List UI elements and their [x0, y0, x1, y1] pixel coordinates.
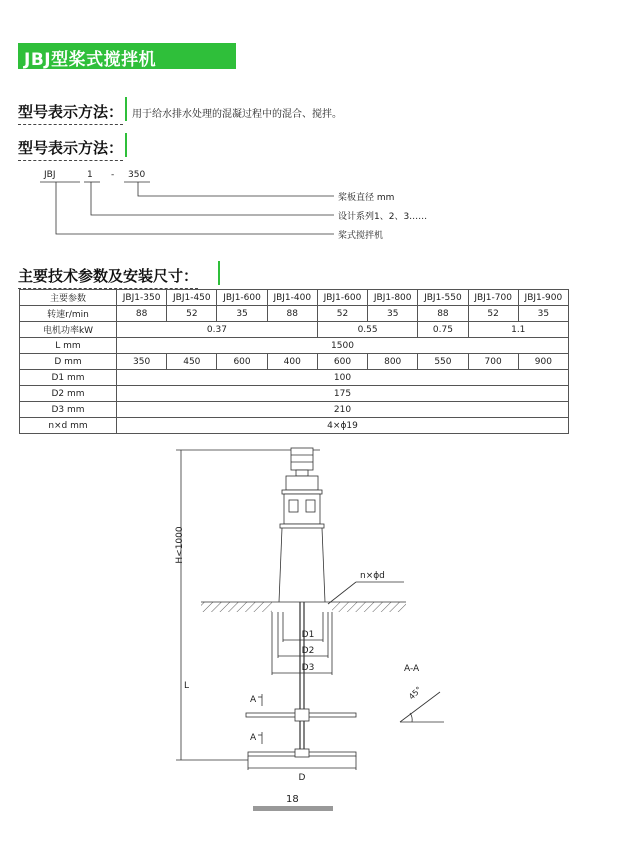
speed-cell: 52: [317, 306, 367, 322]
diameter-cell: 800: [368, 354, 418, 370]
power-cell: 0.75: [418, 322, 468, 338]
row-label: D2 mm: [20, 386, 117, 402]
section-mark-lower: A: [250, 733, 257, 743]
diameter-cell: 900: [518, 354, 568, 370]
row-label: 主要参数: [20, 290, 117, 306]
model-cell: JBJ1-450: [167, 290, 217, 306]
speed-cell: 52: [468, 306, 518, 322]
section-mark-upper: A: [250, 695, 257, 705]
row-label: 电机功率kW: [20, 322, 117, 338]
page-number-bar: [253, 806, 333, 811]
dim-label-D2: D2: [301, 646, 315, 656]
page-number: 18: [286, 794, 299, 805]
dim-label-D: D: [298, 773, 306, 783]
diameter-cell: 600: [317, 354, 367, 370]
diameter-cell: 350: [117, 354, 167, 370]
model-cell: JBJ1-900: [518, 290, 568, 306]
model-cell: JBJ1-600: [317, 290, 367, 306]
dim-label-D1: D1: [301, 630, 315, 640]
model-cell: JBJ1-700: [468, 290, 518, 306]
row-label: n×d mm: [20, 418, 117, 434]
section-title: A-A: [404, 664, 420, 674]
diameter-cell: 400: [267, 354, 317, 370]
row-label: 转速r/min: [20, 306, 117, 322]
model-cell: JBJ1-800: [368, 290, 418, 306]
speed-cell: 35: [518, 306, 568, 322]
value-cell: 210: [117, 402, 569, 418]
power-cell: 0.55: [317, 322, 417, 338]
section-heading-specs-text: 主要技术参数及安装尺寸：: [18, 267, 199, 285]
row-label: D mm: [20, 354, 117, 370]
section-heading-model-text: 型号表示方法：: [18, 139, 124, 157]
dim-label-D3: D3: [301, 663, 315, 673]
row-label: D3 mm: [20, 402, 117, 418]
row-label: L mm: [20, 338, 117, 354]
code-part-diameter: 350: [128, 170, 146, 180]
usage-description: 用于给水排水处理的混凝过程中的混合、搅拌。: [132, 109, 342, 120]
diameter-cell: 600: [217, 354, 267, 370]
power-cell: 1.1: [468, 322, 568, 338]
speed-cell: 52: [167, 306, 217, 322]
model-code-leaders: [40, 182, 334, 234]
speed-cell: 88: [117, 306, 167, 322]
value-cell: 4×ϕ19: [117, 418, 569, 434]
model-cell: JBJ1-600: [217, 290, 267, 306]
section-heading-usage-text: 型号表示方法：: [18, 103, 124, 121]
model-cell: JBJ1-550: [418, 290, 468, 306]
speed-cell: 35: [368, 306, 418, 322]
diameter-cell: 700: [468, 354, 518, 370]
speed-cell: 88: [418, 306, 468, 322]
diameter-cell: 450: [167, 354, 217, 370]
row-label: D1 mm: [20, 370, 117, 386]
value-cell: 1500: [117, 338, 569, 354]
value-cell: 175: [117, 386, 569, 402]
dim-label-nd: n×ϕd: [360, 571, 385, 581]
speed-cell: 88: [267, 306, 317, 322]
diameter-cell: 550: [418, 354, 468, 370]
dim-label-L: L: [184, 681, 190, 691]
code-part-design: 1: [87, 170, 93, 180]
code-part-series: JBJ: [44, 170, 56, 180]
code-part-dash: -: [111, 170, 115, 180]
legend-design-series: 设计系列1、2、3……: [338, 212, 428, 222]
power-cell: 0.37: [117, 322, 318, 338]
page-title: JBJ型桨式搅拌机: [24, 50, 157, 70]
speed-cell: 35: [217, 306, 267, 322]
legend-diameter: 桨板直径 mm: [338, 193, 395, 203]
value-cell: 100: [117, 370, 569, 386]
mixer-elevation: [176, 448, 444, 770]
dim-label-H: H<1000: [175, 526, 185, 564]
angle-label: 45°: [407, 685, 424, 702]
model-cell: JBJ1-400: [267, 290, 317, 306]
model-cell: JBJ1-350: [117, 290, 167, 306]
legend-mixer-name: 桨式搅拌机: [338, 231, 384, 241]
